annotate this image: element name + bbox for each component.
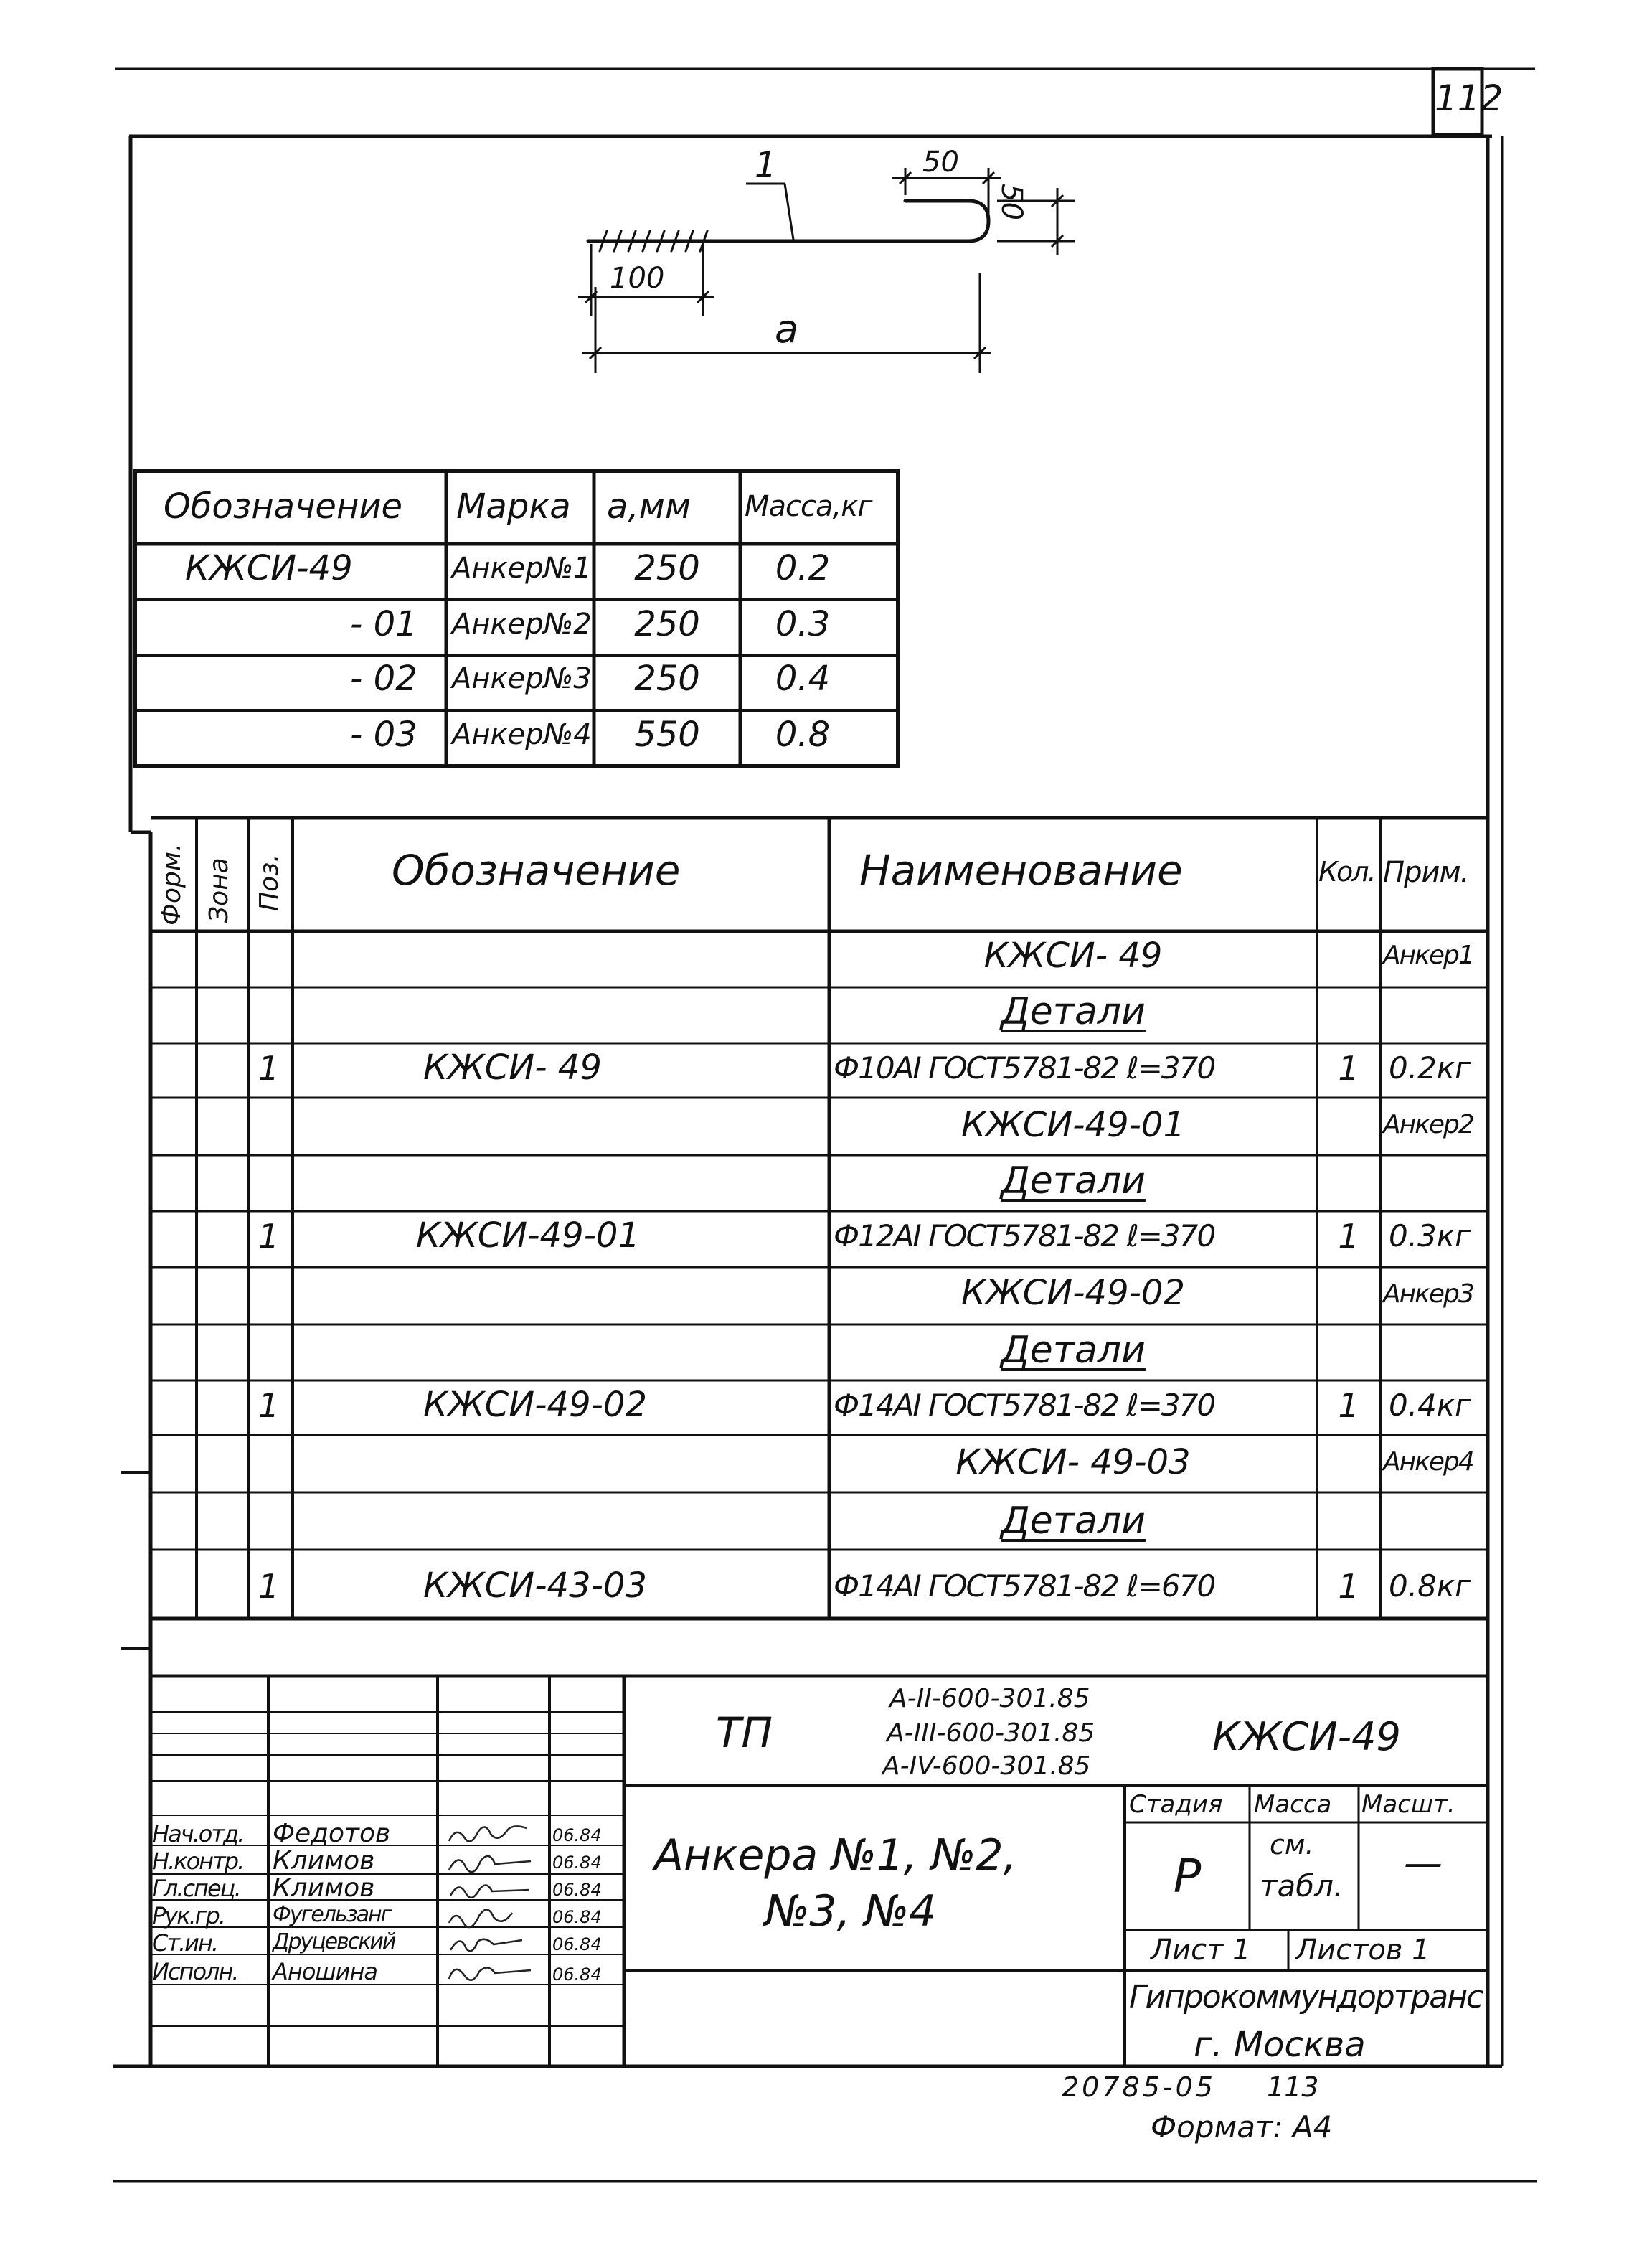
signature-role: Гл.спец.: [152, 1875, 240, 1902]
signature-role: Ст.ин.: [152, 1929, 218, 1957]
organization-name: Гипрокоммундортранс: [1129, 1979, 1483, 2015]
spec-row-note: 0.8кг: [1389, 1568, 1471, 1604]
signature-date: 06.84: [552, 1907, 602, 1927]
spec-row-note: Анкер1: [1383, 941, 1473, 970]
spec-row-name: Ф10АI ГОСТ5781-82 ℓ=370: [834, 1050, 1215, 1086]
spec-row-name: Ф14АI ГОСТ5781-82 ℓ=370: [834, 1388, 1215, 1423]
params-row-mass: 0.4: [775, 659, 831, 699]
params-header-mass: Масса,кг: [745, 490, 872, 523]
params-header-designation: Обозначение: [164, 486, 403, 527]
spec-header-designation: Обозначение: [392, 846, 681, 895]
project-code: А-III-600-301.85: [887, 1718, 1095, 1748]
params-row-mark: Анкер№4: [452, 718, 592, 751]
project-code: А-II-600-301.85: [889, 1684, 1090, 1713]
spec-row-note: 0.4кг: [1389, 1388, 1471, 1423]
params-row-mass: 0.3: [775, 604, 831, 644]
footer-page-number: 113: [1267, 2071, 1319, 2103]
spec-section-details: Детали: [1001, 1159, 1146, 1202]
spec-header-qty: Кол.: [1318, 856, 1375, 888]
params-row-a: 550: [634, 715, 700, 755]
params-row-designation: - 03: [350, 715, 417, 755]
signature-date: 06.84: [552, 1964, 602, 1985]
spec-row-note: 0.2кг: [1389, 1050, 1471, 1086]
sheets-label: Листов 1: [1295, 1934, 1430, 1967]
spec-row-name: Ф14АI ГОСТ5781-82 ℓ=670: [834, 1568, 1215, 1604]
spec-section-details: Детали: [1001, 1500, 1146, 1543]
spec-header-name: Наименование: [859, 846, 1183, 895]
spec-row-designation: КЖСИ-43-03: [423, 1566, 647, 1606]
spec-row-note: Анкер3: [1383, 1279, 1473, 1309]
params-row-mark: Анкер№1: [452, 552, 592, 585]
spec-section-details: Детали: [1001, 1329, 1146, 1372]
signature-role: Нач.отд.: [152, 1820, 244, 1848]
spec-row-designation: КЖСИ-49-01: [416, 1215, 640, 1256]
signature-role: Исполн.: [152, 1958, 238, 1985]
signature-date: 06.84: [552, 1934, 602, 1954]
params-row-designation: КЖСИ-49: [185, 548, 353, 588]
spec-row-name: КЖСИ- 49-03: [955, 1442, 1191, 1482]
signature-date: 06.84: [552, 1853, 602, 1873]
organization-city: г. Москва: [1194, 2025, 1366, 2065]
dim-hook-width: 50: [922, 146, 959, 179]
spec-row-pos: 1: [258, 1217, 280, 1256]
spec-header-pos: Поз.: [255, 854, 284, 911]
spec-header-zone: Зона: [204, 857, 234, 923]
spec-header-note: Прим.: [1383, 856, 1469, 889]
dim-hook-height: 50: [995, 184, 1028, 220]
signature-date: 06.84: [552, 1880, 602, 1900]
document-title-line2: №3, №4: [765, 1886, 937, 1936]
stage-label: Стадия: [1129, 1790, 1223, 1819]
signature-name: Климов: [273, 1846, 375, 1875]
signature-scribbles: [449, 1826, 531, 1980]
params-header-a: а,мм: [607, 486, 692, 527]
spec-row-pos: 1: [258, 1567, 280, 1606]
mass-value: см.: [1270, 1829, 1314, 1860]
params-row-designation: - 02: [350, 659, 417, 699]
spec-row-qty: 1: [1338, 1217, 1359, 1256]
params-row-mass: 0.8: [775, 715, 831, 755]
signature-name: Друцевский: [273, 1929, 395, 1954]
scale-value: —: [1404, 1840, 1443, 1886]
signature-name: Климов: [273, 1873, 375, 1903]
params-row-mark: Анкер№3: [452, 662, 592, 695]
signature-date: 06.84: [552, 1825, 602, 1845]
mass-label: Масса: [1254, 1790, 1332, 1819]
spec-row-name: Ф12АI ГОСТ5781-82 ℓ=370: [834, 1218, 1215, 1253]
document-title-line1: Анкера №1, №2,: [654, 1830, 1017, 1881]
inventory-number: 20785-05: [1062, 2071, 1216, 2103]
mass-value: табл.: [1260, 1868, 1344, 1903]
spec-row-note: 0.3кг: [1389, 1218, 1471, 1253]
spec-header-format: Форм.: [157, 843, 187, 926]
spec-row-name: КЖСИ-49-02: [961, 1273, 1185, 1313]
tp-label: ТП: [716, 1708, 773, 1757]
dim-total-length: a: [775, 306, 799, 352]
spec-row-qty: 1: [1338, 1386, 1359, 1425]
params-row-a: 250: [634, 604, 700, 644]
sheet-number: 112: [1435, 77, 1504, 119]
signature-role: Н.контр.: [152, 1848, 244, 1875]
params-row-mass: 0.2: [775, 548, 831, 588]
spec-row-note: Анкер4: [1383, 1447, 1473, 1477]
dim-anchor-length: 100: [610, 262, 665, 295]
spec-row-name: КЖСИ- 49: [983, 936, 1163, 976]
signature-name: Аношина: [273, 1958, 377, 1985]
params-row-designation: - 01: [350, 604, 417, 644]
params-row-a: 250: [634, 659, 700, 699]
scale-label: Масшт.: [1361, 1790, 1455, 1819]
params-header-mark: Марка: [456, 486, 571, 527]
signature-name: Федотов: [273, 1819, 391, 1848]
sheet-label: Лист 1: [1151, 1934, 1251, 1967]
position-label: 1: [755, 145, 777, 185]
spec-row-pos: 1: [258, 1386, 280, 1425]
spec-row-designation: КЖСИ- 49: [423, 1048, 602, 1088]
spec-row-note: Анкер2: [1383, 1110, 1473, 1139]
params-row-mark: Анкер№2: [452, 608, 592, 641]
params-row-a: 250: [634, 548, 700, 588]
spec-row-qty: 1: [1338, 1567, 1359, 1606]
spec-row-designation: КЖСИ-49-02: [423, 1385, 647, 1425]
stage-value: Р: [1173, 1850, 1202, 1903]
format-label: Формат: А4: [1151, 2109, 1333, 2145]
spec-row-qty: 1: [1338, 1049, 1359, 1088]
spec-row-name: КЖСИ-49-01: [961, 1105, 1185, 1145]
spec-section-details: Детали: [1001, 990, 1146, 1033]
document-code: КЖСИ-49: [1212, 1714, 1401, 1759]
spec-row-pos: 1: [258, 1049, 280, 1088]
project-code: А-IV-600-301.85: [882, 1751, 1091, 1781]
signature-role: Рук.гр.: [152, 1902, 225, 1929]
signature-name: Фугельзанг: [273, 1902, 391, 1927]
